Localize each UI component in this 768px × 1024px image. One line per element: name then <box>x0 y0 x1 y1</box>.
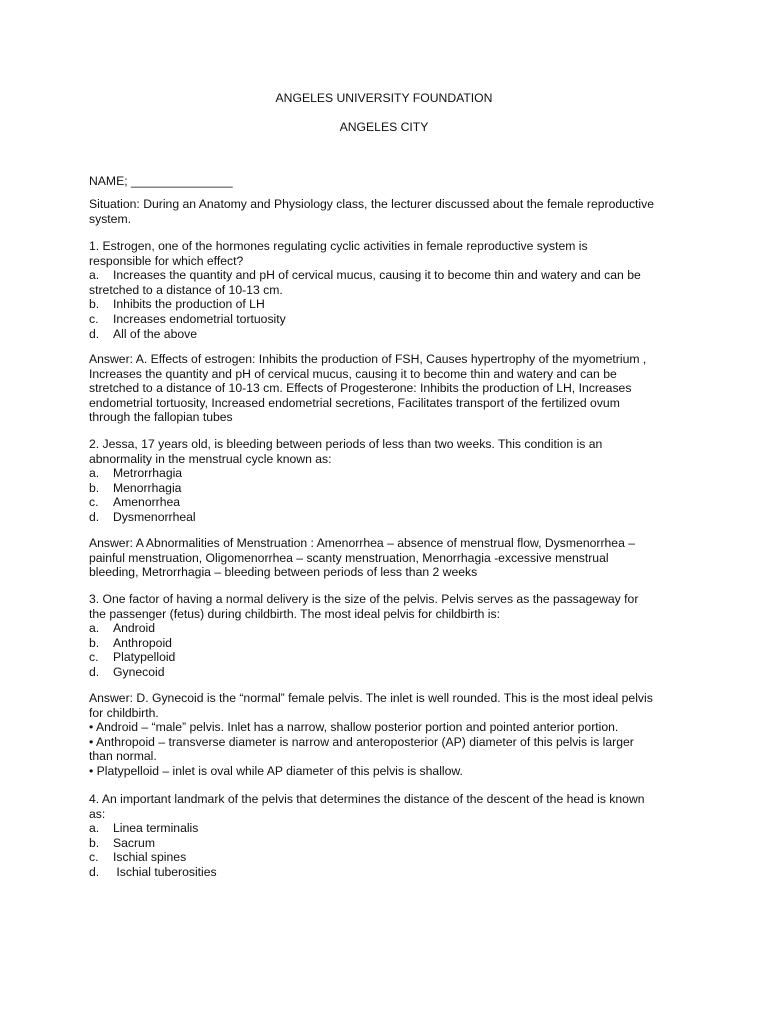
option-a <box>89 466 679 481</box>
option-c <box>89 495 679 510</box>
option-d <box>89 865 679 880</box>
option-d <box>89 327 679 342</box>
option-text: Increases endometrial tortuosity <box>113 311 286 326</box>
answer-line: Increases the quantity and pH of cervical mucus, causing it to become thin and watery and can be <box>89 366 617 381</box>
question-2 <box>89 437 679 525</box>
question-stem-line: responsible for which effect? <box>89 253 244 268</box>
option-letter: a. <box>89 821 100 836</box>
option-b <box>89 636 679 651</box>
option-b <box>89 297 679 312</box>
option-c <box>89 850 679 865</box>
answer-1 <box>89 352 679 425</box>
option-continuation: stretched to a distance of 10-13 cm. <box>89 282 283 297</box>
option-text: Dysmenorrheal <box>113 509 196 524</box>
answer-line: painful menstruation, Oligomenorrhea – scanty menstruation, Menorrhagia -excessive menstrual <box>89 550 609 565</box>
option-text: Sacrum <box>113 835 155 850</box>
option-letter: c. <box>89 850 99 865</box>
option-c <box>89 650 679 665</box>
answer-line: • Platypelloid – inlet is oval while AP diameter of this pelvis is shallow. <box>89 763 463 778</box>
option-text: Menorrhagia <box>113 480 182 495</box>
question-stem-line: as: <box>89 806 106 821</box>
answer-2 <box>89 536 679 580</box>
question-stem-line: abnormality in the menstrual cycle known as: <box>89 451 332 466</box>
option-letter: d. <box>89 509 100 524</box>
option-text: Platypelloid <box>113 650 176 665</box>
option-b <box>89 836 679 851</box>
option-a <box>89 821 679 836</box>
answer-line: than normal. <box>89 749 157 764</box>
option-letter: c. <box>89 650 99 665</box>
option-d <box>89 665 679 680</box>
situation-line: system. <box>89 211 131 226</box>
option-letter: b. <box>89 480 100 495</box>
answer-line: • Android – “male” pelvis. Inlet has a narrow, shallow posterior portion and pointed anterior portion. <box>89 720 619 735</box>
answer-line: Answer: A Abnormalities of Menstruation : Amenorrhea – absence of menstrual flow, Dysmenorrhea – <box>89 536 636 550</box>
option-text: Ischial tuberosities <box>113 864 217 879</box>
option-letter: a. <box>89 621 100 636</box>
question-1 <box>89 239 679 341</box>
answer-line: through the fallopian tubes <box>89 410 233 425</box>
option-letter: b. <box>89 835 100 850</box>
option-text: Linea terminalis <box>113 821 199 836</box>
answer-line: Answer: A. Effects of estrogen: Inhibits the production of FSH, Causes hypertrophy of the myometrium , <box>89 352 647 366</box>
answer-3 <box>89 691 679 779</box>
option-letter: d. <box>89 664 100 679</box>
answer-line: for childbirth. <box>89 705 159 720</box>
option-letter: b. <box>89 635 100 650</box>
situation-line: Situation: During an Anatomy and Physiology class, the lecturer discussed about the female reproductive <box>89 197 655 211</box>
option-letter: a. <box>89 466 100 481</box>
option-c <box>89 312 679 327</box>
question-stem-line: 3. One factor of having a normal delivery is the size of the pelvis. Pelvis serves as the passageway for <box>89 592 639 606</box>
answer-line: bleeding, Metrorrhagia – bleeding between periods of less than 2 weeks <box>89 565 478 580</box>
option-text: Inhibits the production of LH <box>113 297 265 312</box>
situation-paragraph <box>89 197 679 226</box>
university-title: ANGELES UNIVERSITY FOUNDATION <box>275 91 493 105</box>
option-text: Amenorrhea <box>113 495 181 510</box>
name-line: NAME; _______________ <box>89 174 233 188</box>
option-text: Ischial spines <box>113 850 187 865</box>
question-stem-line: 1. Estrogen, one of the hormones regulating cyclic activities in female reproductive system is <box>89 239 588 253</box>
answer-line: stretched to a distance of 10-13 cm. Effects of Progesterone: Inhibits the production of LH, Increases <box>89 381 632 396</box>
question-stem-line: 2. Jessa, 17 years old, is bleeding between periods of less than two weeks. This condition is an <box>89 437 603 451</box>
option-letter: c. <box>89 311 99 326</box>
option-text: Anthropoid <box>113 635 172 650</box>
option-text: Gynecoid <box>113 664 165 679</box>
option-text: Android <box>113 621 156 636</box>
option-letter: b. <box>89 297 100 312</box>
question-4 <box>89 792 679 880</box>
city-title: ANGELES CITY <box>339 120 429 134</box>
option-a <box>89 621 679 636</box>
question-stem-line: the passenger (fetus) during childbirth. The most ideal pelvis for childbirth is: <box>89 606 500 621</box>
answer-line: • Anthropoid – transverse diameter is narrow and anteroposterior (AP) diameter of this pelvis is larger <box>89 734 634 749</box>
option-text: Metrorrhagia <box>113 466 183 481</box>
option-d <box>89 510 679 525</box>
option-text: All of the above <box>113 326 198 341</box>
question-3 <box>89 592 679 680</box>
option-letter: d. <box>89 326 100 341</box>
option-letter: d. <box>89 864 100 879</box>
option-a <box>89 268 679 283</box>
option-letter: c. <box>89 495 99 510</box>
answer-line: endometrial tortuosity, Increased endometrial secretions, Facilitates transport of the fertilized ovum <box>89 395 620 410</box>
question-stem-line: 4. An important landmark of the pelvis that determines the distance of the descent of the head is known <box>89 792 645 806</box>
option-letter: a. <box>89 268 100 283</box>
option-text: Increases the quantity and pH of cervical mucus, causing it to become thin and watery and can be <box>113 268 641 283</box>
option-b <box>89 481 679 496</box>
answer-line: Answer: D. Gynecoid is the “normal” female pelvis. The inlet is well rounded. This is the most ideal pelvis <box>89 691 653 705</box>
